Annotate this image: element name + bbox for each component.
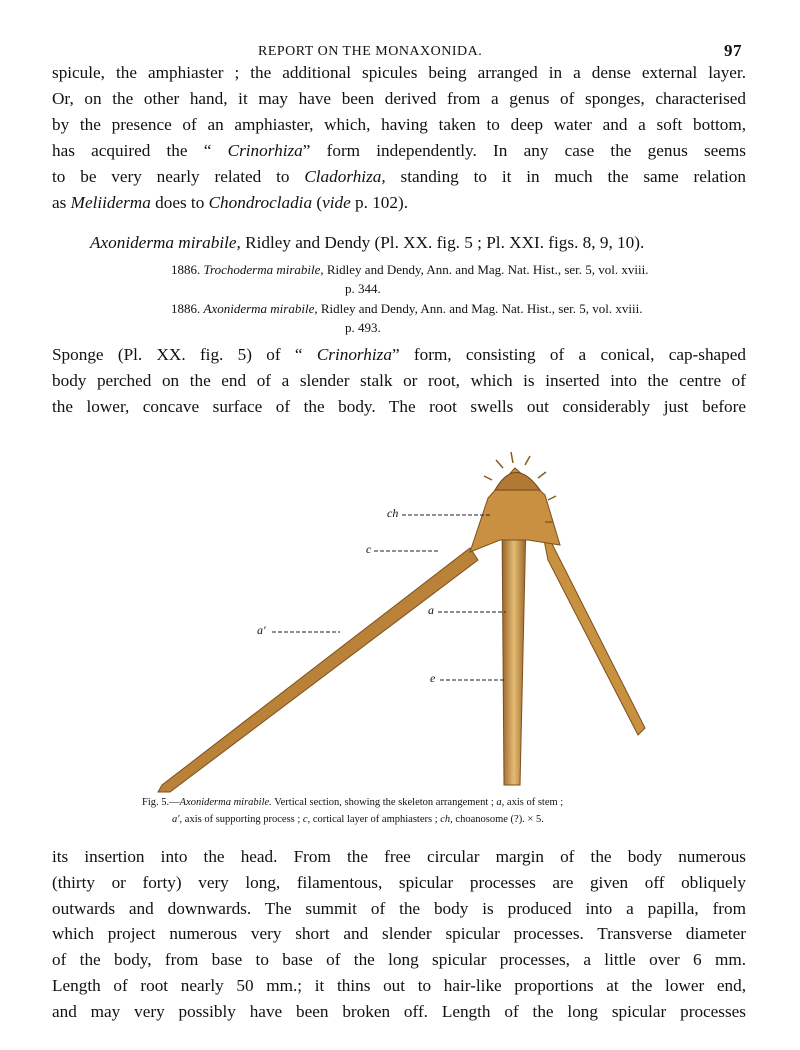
text-line: [52, 1002, 746, 1022]
text-segment: has acquired the “: [52, 141, 228, 160]
citation: [171, 301, 642, 317]
text-segment: choanosome (?). × 5.: [452, 814, 544, 825]
text-segment: Length of root nearly 50 mm.; it thins out to hair-like proportions at the lower end,: [52, 976, 746, 995]
running-title: REPORT ON THE MONAXONIDA.: [258, 44, 483, 59]
label-a-prime: a′: [257, 623, 266, 637]
text-segment: Or, on the other hand, it may have been derived from a genus of sponges, characterised: [52, 89, 746, 108]
text-segment: Crinorhiza: [227, 141, 303, 160]
stalk: [502, 520, 526, 785]
text-line: [52, 397, 746, 417]
label-e: e: [430, 671, 436, 685]
supporting-process-right: [540, 520, 645, 735]
label-a: a: [428, 603, 434, 617]
text-line: [52, 899, 746, 919]
text-line: [52, 115, 746, 135]
figure-sponge-section: [0, 440, 800, 800]
citation-page: p. 493.: [345, 320, 381, 335]
text-segment: ch,: [440, 814, 453, 825]
text-segment: Axoniderma mirabile,: [90, 233, 241, 252]
text-segment: to be very nearly related to: [52, 167, 305, 186]
text-line: [52, 63, 746, 83]
text-segment: Axoniderma mirabile.: [179, 797, 272, 808]
text-segment: and may very possibly have been broken off. Length of the long spicular processes: [52, 1002, 746, 1021]
citation-year: 1886.: [171, 301, 201, 316]
text-line: [52, 371, 746, 391]
text-segment: Meliiderma: [70, 193, 151, 212]
text-segment: the lower, concave surface of the body. The root swells out considerably just before: [52, 397, 746, 416]
papilla: [495, 473, 540, 491]
text-segment: a′,: [172, 814, 183, 825]
citation-name: Axoniderma mirabile,: [203, 301, 318, 316]
text-segment: standing to it in much the same relation: [385, 167, 746, 186]
text-segment: Sponge (Pl. XX. fig. 5) of “: [52, 345, 317, 364]
text-segment: p. 102).: [350, 193, 409, 212]
text-segment: of the body, from base to base of the long spicular processes, a little over 6 mm.: [52, 950, 746, 969]
text-segment: ” form independently. In any case the genus seems: [302, 141, 746, 160]
text-line: [52, 847, 746, 867]
text-line: [52, 167, 746, 187]
text-segment: Vertical section, showing the skeleton arrangement ;: [271, 797, 497, 808]
citation-year: 1886.: [171, 262, 201, 277]
text-segment: does to: [150, 193, 209, 212]
citation-rest: Ridley and Dendy, Ann. and Mag. Nat. Hist., ser. 5, vol. xviii.: [323, 262, 649, 277]
citation-rest: Ridley and Dendy, Ann. and Mag. Nat. Hist., ser. 5, vol. xviii.: [317, 301, 643, 316]
text-segment: which project numerous very short and slender spicular processes. Transverse diameter: [52, 924, 746, 943]
text-line: [52, 873, 746, 893]
text-segment: c,: [302, 814, 311, 825]
text-line: [52, 345, 746, 365]
page-number: 97: [724, 41, 742, 60]
text-segment: (thirty or forty) very long, filamentous, spicular processes are given off obliquely: [52, 873, 746, 892]
text-segment: Crinorhiza: [316, 345, 392, 364]
text-segment: ” form, consisting of a conical, cap-shaped: [391, 345, 746, 364]
text-segment: Fig. 5.—: [142, 797, 180, 808]
text-segment: Chondrocladia: [208, 193, 313, 212]
text-segment: body perched on the end of a slender stalk or root, which is inserted into the centre of: [52, 371, 746, 390]
species-heading-line: [90, 233, 784, 253]
text-line: [52, 141, 746, 161]
text-segment: cortical layer of amphiasters ;: [310, 814, 441, 825]
text-line: [52, 924, 746, 944]
text-segment: (: [312, 193, 323, 212]
text-segment: spicule, the amphiaster ; the additional spicules being arranged in a dense external layer.: [52, 63, 746, 82]
label-ch: ch: [387, 506, 399, 520]
text-segment: as: [52, 193, 71, 212]
citation-name: Trochoderma mirabile,: [203, 262, 324, 277]
text-segment: by the presence of an amphiaster, which, having taken to deep water and a soft bottom,: [52, 115, 746, 134]
text-segment: axis of supporting process ;: [182, 814, 303, 825]
text-segment: vide: [322, 193, 351, 212]
text-line: [52, 950, 746, 970]
text-segment: a,: [496, 797, 505, 808]
label-c: c: [366, 542, 372, 556]
citation-page: p. 344.: [345, 281, 381, 296]
supporting-process-left: [158, 548, 478, 792]
citation: [171, 262, 649, 278]
text-segment: axis of stem ;: [504, 797, 564, 808]
text-line: [52, 89, 746, 109]
figure-caption-line-2: [172, 814, 544, 825]
text-segment: outwards and downwards. The summit of the body is produced into a papilla, from: [52, 899, 746, 918]
figure-caption-line-1: [142, 797, 563, 808]
text-segment: its insertion into the head. From the free circular margin of the body numerous: [52, 847, 746, 866]
text-segment: Cladorhiza,: [304, 167, 386, 186]
text-line: [52, 976, 746, 996]
text-segment: Ridley and Dendy (Pl. XX. fig. 5 ; Pl. XXI. figs. 8, 9, 10).: [240, 233, 645, 252]
text-line: [52, 193, 746, 213]
